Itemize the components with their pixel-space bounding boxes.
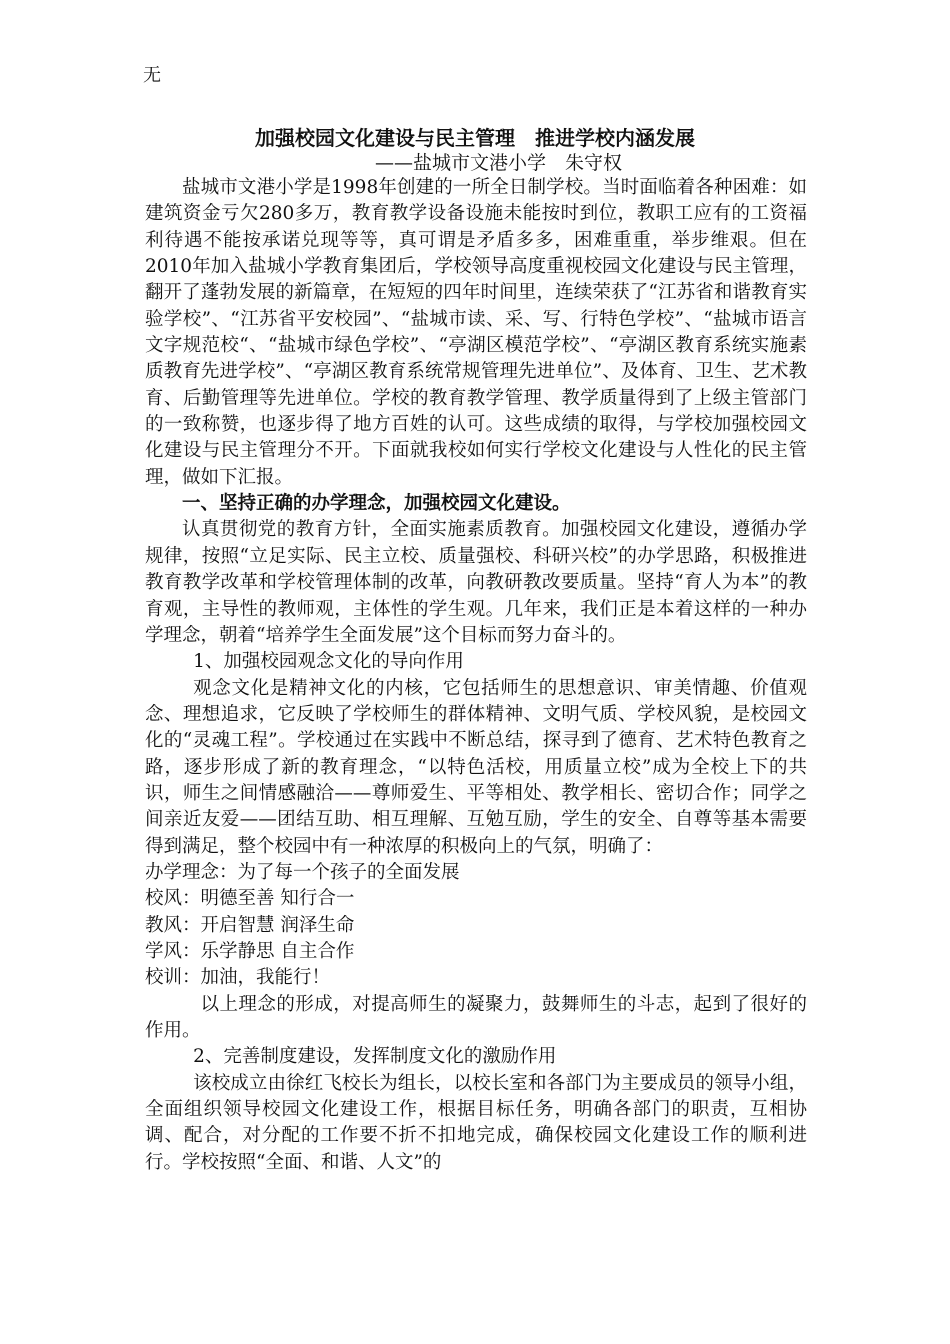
motto-philosophy: 办学理念：为了每一个孩子的全面发展 xyxy=(145,861,460,883)
motto-effect-paragraph: 以上理念的形成，对提高师生的凝聚力，鼓舞师生的斗志，起到了很好的作用。 xyxy=(145,993,807,1041)
section-heading-1: 一、坚持正确的办学理念，加强校园文化建设。 xyxy=(182,493,571,515)
document-title: 加强校园文化建设与民主管理 推进学校内涵发展 xyxy=(255,126,695,150)
subsection-2-paragraph: 该校成立由徐红飞校长为组长，以校长室和各部门为主要成员的领导小组，全面组织领导校园文化建设工作，根据目标任务，明确各部门的职责，互相协调、配合，对分配的工作要不折不扣地完成，确保校园文化建设工作的顺利进行。学校按照“全面、和谐、人文”的 xyxy=(145,1072,807,1173)
subsection-heading-2: 2、完善制度建设，发挥制度文化的激励作用 xyxy=(193,1046,557,1068)
subsection-heading-1: 1、加强校园观念文化的导向作用 xyxy=(193,651,464,673)
motto-study-style: 学风：乐学静思 自主合作 xyxy=(145,940,355,962)
header-mark: 无 xyxy=(143,65,161,86)
document-subtitle: ——盐城市文港小学 朱守权 xyxy=(375,152,623,174)
document-body xyxy=(145,175,807,1176)
section-1-paragraph: 认真贯彻党的教育方针，全面实施素质教育。加强校园文化建设，遵循办学规律，按照“立足实际、民主立校、质量强校、科研兴校”的办学思路，积极推进教育教学改革和学校管理体制的改革，向教研教改要质量。坚持“育人为本”的教育观，主导性的教师观，主体性的学生观。几年来，我们正是本着这样的一种办学理念，朝着“培养学生全面发展”这个目标而努力奋斗的。 xyxy=(145,519,807,646)
intro-paragraph: 盐城市文港小学是1998年创建的一所全日制学校。当时面临着各种困难：如建筑资金亏欠280多万，教育教学设备设施未能按时到位，教职工应有的工资福利待遇不能按承诺兑现等等，真可谓是矛盾多多，困难重重，举步维艰。但在2010年加入盐城小学教育集团后，学校领导高度重视校园文化建设与民主管理，翻开了蓬勃发展的新篇章，在短短的四年时间里，连续荣获了“江苏省和谐教育实验学校”、“江苏省平安校园”、“盐城市读、采、写、行特色学校”、“盐城市语言文字规范校“、“盐城市绿色学校”、“亭湖区模范学校”、“亭湖区教育系统实施素质教育先进学校”、“亭湖区教育系统常规管理先进单位”、及体育、卫生、艺术教育、后勤管理等先进单位。学校的教育教学管理、教学质量得到了上级主管部门的一致称赞，也逐步得了地方百姓的认可。这些成绩的取得，与学校加强校园文化建设与民主管理分不开。下面就我校如何实行学校文化建设与人性化的民主管理，做如下汇报。 xyxy=(145,177,807,488)
subsection-1-paragraph: 观念文化是精神文化的内核，它包括师生的思想意识、审美情趣、价值观念、理想追求，它反映了学校师生的群体精神、文明气质、学校风貌，是校园文化的“灵魂工程”。学校通过在实践中不断总结，探寻到了德育、艺术特色教育之路，逐步形成了新的教育理念，“以特色活校，用质量立校”成为全校上下的共识，师生之间情感融洽——尊师爱生、平等相处、教学相长、密切合作；同学之间亲近友爱——团结互助、相互理解、互勉互励，学生的安全、自尊等基本需要得到满足，整个校园中有一种浓厚的积极向上的气氛，明确了： xyxy=(145,677,807,857)
motto-school-spirit: 校风：明德至善 知行合一 xyxy=(145,888,355,910)
motto-school-motto: 校训：加油，我能行！ xyxy=(145,967,331,989)
motto-teaching-style: 教风：开启智慧 润泽生命 xyxy=(145,914,355,936)
